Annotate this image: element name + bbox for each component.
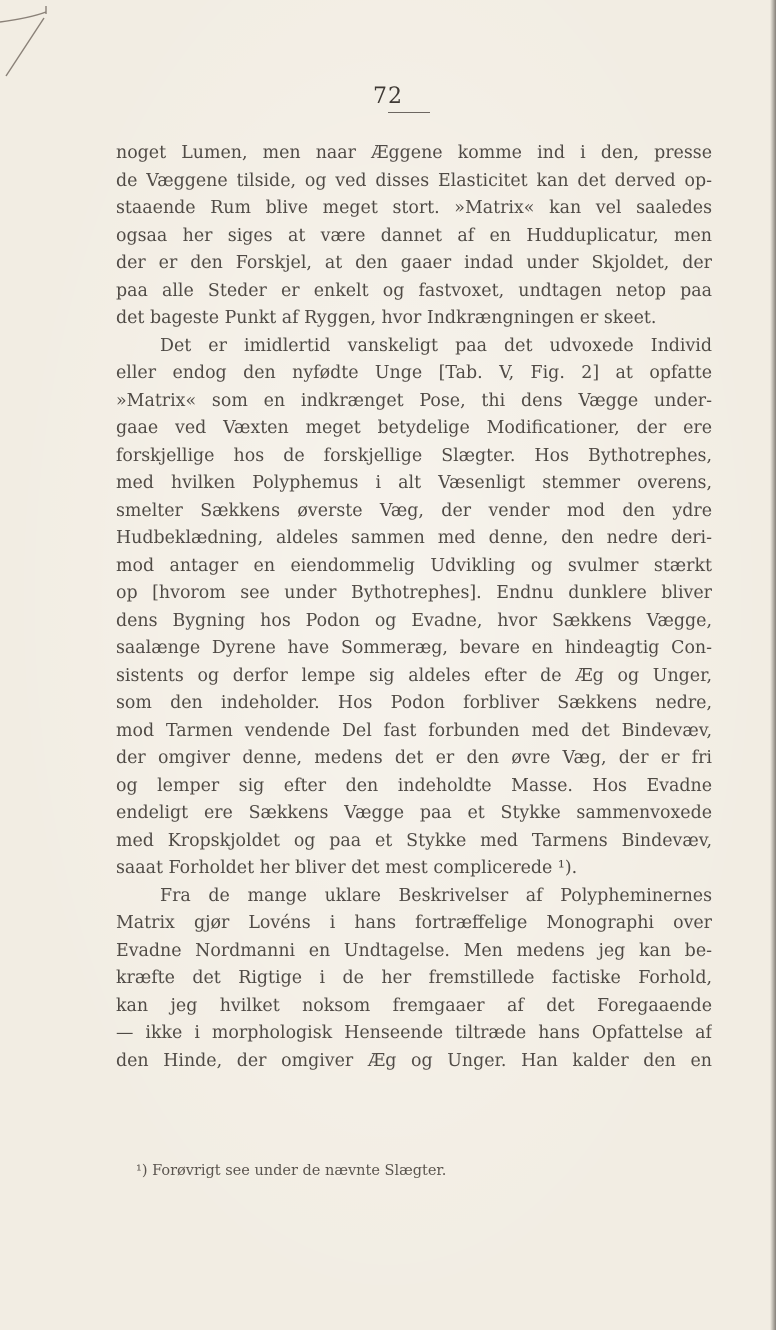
- text-line: saalænge Dyrene have Sommeræg, bevare en hindeagtig Con-: [116, 638, 712, 658]
- text-line: mod Tarmen vendende Del fast forbunden med det Bindevæv,: [116, 720, 712, 741]
- text-line: staaende Rum blive meget stort. »Matrix« kan vel saaledes: [116, 198, 712, 218]
- text-line: med Kropskjoldet og paa et Stykke med Tarmens Bindevæv,: [116, 830, 712, 851]
- footnote-text: Forøvrigt see under de nævnte Slægter.: [152, 1163, 447, 1179]
- text-line: kræfte det Rigtige i de her fremstillede factiske Forhold,: [116, 968, 712, 988]
- text-line: kan jeg hvilket noksom fremgaaer af det Foregaaende: [116, 995, 712, 1016]
- text-line: paa alle Steder er enkelt og fastvoxet, undtagen netop paa: [116, 280, 712, 301]
- page-edge-shadow: [770, 0, 776, 1330]
- text-line: mod antager en eiendommelig Udvikling og svulmer stærkt: [116, 555, 712, 576]
- text-line: saaat Forholdet her bliver det mest complicerede ¹).: [116, 858, 578, 878]
- text-line: og lemper sig efter den indeholdte Masse. Hos Evadne: [116, 775, 712, 796]
- text-line: Fra de mange uklare Beskrivelser af Polypheminernes: [160, 885, 712, 906]
- text-line: den Hinde, der omgiver Æg og Unger. Han kalder den en: [116, 1050, 712, 1071]
- text-line: der omgiver denne, medens det er den øvre Væg, der er fri: [116, 748, 712, 768]
- text-line: med hvilken Polyphemus i alt Væsenligt stemmer overens,: [116, 473, 712, 493]
- text-line: dens Bygning hos Podon og Evadne, hvor Sækkens Vægge,: [116, 610, 712, 631]
- corner-pencil-mark: [0, 0, 60, 80]
- text-line: de Væggene tilside, og ved disses Elasticitet kan det derved op-: [116, 170, 712, 191]
- text-line: sistents og derfor lempe sig aldeles efter de Æg og Unger,: [116, 665, 712, 686]
- text-line: der er den Forskjel, at den gaaer indad under Skjoldet, der: [116, 253, 712, 273]
- text-line: endeligt ere Sækkens Vægge paa et Stykke sammenvoxede: [116, 803, 712, 823]
- text-line: eller endog den nyfødte Unge [Tab. V, Fig. 2] at opfatte: [116, 363, 712, 383]
- footnote-marker: ¹): [136, 1163, 148, 1179]
- footnote: [136, 1160, 696, 1182]
- text-line: Matrix gjør Lovéns i hans fortræffelige Monographi over: [116, 913, 712, 933]
- body-text: [116, 140, 712, 1075]
- text-line: »Matrix« som en indkrænget Pose, thi dens Vægge under-: [116, 390, 712, 411]
- text-line: Det er imidlertid vanskeligt paa det udvoxede Individ: [160, 335, 712, 356]
- page-number-rule: [388, 112, 430, 113]
- text-line: smelter Sækkens øverste Væg, der vender mod den ydre: [116, 500, 712, 521]
- text-line: — ikke i morphologisk Henseende tiltræde hans Opfattelse af: [116, 1023, 712, 1043]
- text-line: det bageste Punkt af Ryggen, hvor Indkrængningen er skeet.: [116, 308, 657, 328]
- text-line: Hudbeklædning, aldeles sammen med denne, den nedre deri-: [116, 528, 712, 548]
- text-line: som den indeholder. Hos Podon forbliver Sækkens nedre,: [116, 693, 712, 713]
- text-line: noget Lumen, men naar Æggene komme ind i den, presse: [116, 143, 712, 163]
- text-line: Evadne Nordmanni en Undtagelse. Men medens jeg kan be-: [116, 940, 712, 961]
- text-line: op [hvorom see under Bythotrephes]. Endnu dunklere bliver: [116, 583, 712, 603]
- text-line: ogsaa her siges at være dannet af en Hudduplicatur, men: [116, 225, 712, 246]
- text-line: forskjellige hos de forskjellige Slægter. Hos Bythotrephes,: [116, 445, 712, 466]
- page-number: 72: [373, 84, 403, 109]
- text-line: gaae ved Væxten meget betydelige Modificationer, der ere: [116, 418, 712, 438]
